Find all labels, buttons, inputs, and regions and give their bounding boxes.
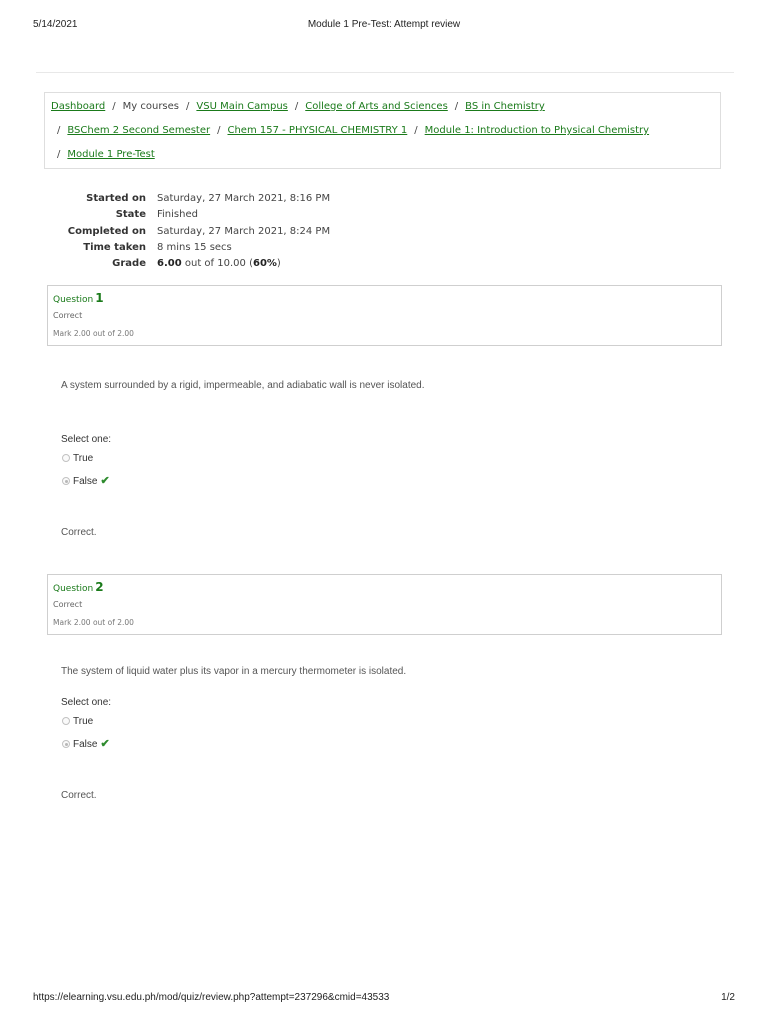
summary-label: Grade (112, 258, 146, 270)
question-mark: Mark 2.00 out of 2.00 (53, 618, 134, 627)
breadcrumb-separator: / (112, 101, 116, 112)
print-url: https://elearning.vsu.edu.ph/mod/quiz/review.php?attempt=237296&cmid=43533 (33, 992, 390, 1003)
question-num: 1 (95, 291, 104, 305)
select-one-label: Select one: (61, 434, 112, 445)
breadcrumb-bschem-2-second-semester[interactable]: BSChem 2 Second Semester (67, 125, 211, 136)
summary-label: Completed on (67, 225, 146, 237)
summary-value: 8 mins 15 secs (157, 241, 232, 253)
breadcrumb (44, 92, 721, 169)
summary-value: Saturday, 27 March 2021, 8:16 PM (157, 193, 331, 204)
question-feedback-1: Correct. (61, 527, 97, 538)
radio-button-selected[interactable] (62, 740, 70, 748)
check-icon: ✔ (100, 475, 110, 487)
summary-time-taken (48, 240, 448, 256)
breadcrumb-separator: / (454, 101, 459, 112)
grade-score: 6.00 (157, 258, 182, 270)
question-prefix: Question (53, 584, 94, 594)
question-text-1: A system surrounded by a rigid, impermeable, and adiabatic wall is never isolated. (61, 380, 425, 391)
breadcrumb-line-1 (51, 100, 545, 114)
question-state: Correct (53, 600, 83, 609)
summary-grade (48, 256, 448, 272)
summary-label: Started on (86, 193, 146, 204)
option-label: False (73, 476, 98, 487)
breadcrumb-my-courses: My courses (122, 101, 180, 112)
breadcrumb-module-1-intro[interactable]: Module 1: Introduction to Physical Chemistry (424, 125, 650, 136)
breadcrumb-separator: / (186, 101, 190, 112)
option-label: False (73, 739, 98, 750)
summary-label: Time taken (83, 241, 146, 253)
check-icon: ✔ (100, 738, 110, 750)
question-info-1 (47, 285, 722, 346)
q1-option-false[interactable] (62, 474, 110, 488)
breadcrumb-college-arts-sciences[interactable]: College of Arts and Sciences (305, 101, 448, 112)
breadcrumb-separator: / (294, 101, 299, 112)
breadcrumb-separator: / (57, 149, 61, 160)
option-label: True (73, 453, 94, 464)
question-number (53, 580, 104, 594)
question-text-2: The system of liquid water plus its vapor in a mercury thermometer is isolated. (61, 666, 407, 677)
question-number (53, 291, 104, 305)
question-feedback-2: Correct. (61, 790, 97, 801)
breadcrumb-separator: / (217, 125, 221, 136)
select-one-label: Select one: (61, 697, 112, 708)
breadcrumb-separator: / (57, 125, 61, 136)
print-header (0, 19, 768, 33)
header-divider (36, 72, 734, 73)
q1-option-true[interactable] (62, 452, 93, 466)
summary-started-on (48, 191, 448, 207)
grade-percent: 60% (252, 258, 277, 270)
q2-option-false[interactable] (62, 737, 110, 751)
radio-button-selected[interactable] (62, 477, 70, 485)
summary-value: Finished (157, 209, 198, 221)
summary-completed-on (48, 224, 448, 240)
attempt-summary (48, 191, 448, 272)
print-title: Module 1 Pre-Test: Attempt review (307, 19, 461, 30)
grade-out-of: out of 10.00 (184, 258, 246, 270)
breadcrumb-module-1-pretest[interactable]: Module 1 Pre-Test (67, 149, 155, 160)
question-num: 2 (95, 580, 104, 594)
question-mark: Mark 2.00 out of 2.00 (53, 329, 134, 338)
radio-button[interactable] (62, 717, 70, 725)
question-prefix: Question (53, 295, 94, 305)
breadcrumb-vsu-main-campus[interactable]: VSU Main Campus (196, 101, 288, 112)
print-page-number: 1/2 (721, 992, 735, 1003)
print-date: 5/14/2021 (33, 19, 78, 30)
breadcrumb-separator: / (414, 125, 418, 136)
question-state: Correct (53, 311, 83, 320)
question-info-2 (47, 574, 722, 635)
summary-label: State (115, 209, 146, 221)
q2-option-true[interactable] (62, 715, 93, 729)
radio-button[interactable] (62, 454, 70, 462)
breadcrumb-bs-chemistry[interactable]: BS in Chemistry (465, 101, 545, 112)
option-label: True (73, 716, 94, 727)
print-footer (0, 992, 768, 1006)
breadcrumb-line-2 (51, 124, 649, 138)
summary-state (48, 207, 448, 223)
summary-value: 6.00 out of 10.00 (60%) (157, 258, 281, 270)
breadcrumb-dashboard[interactable]: Dashboard (51, 101, 106, 112)
breadcrumb-line-3 (51, 148, 155, 162)
summary-value: Saturday, 27 March 2021, 8:24 PM (157, 225, 331, 237)
breadcrumb-chem-157[interactable]: Chem 157 - PHYSICAL CHEMISTRY 1 (227, 125, 408, 136)
